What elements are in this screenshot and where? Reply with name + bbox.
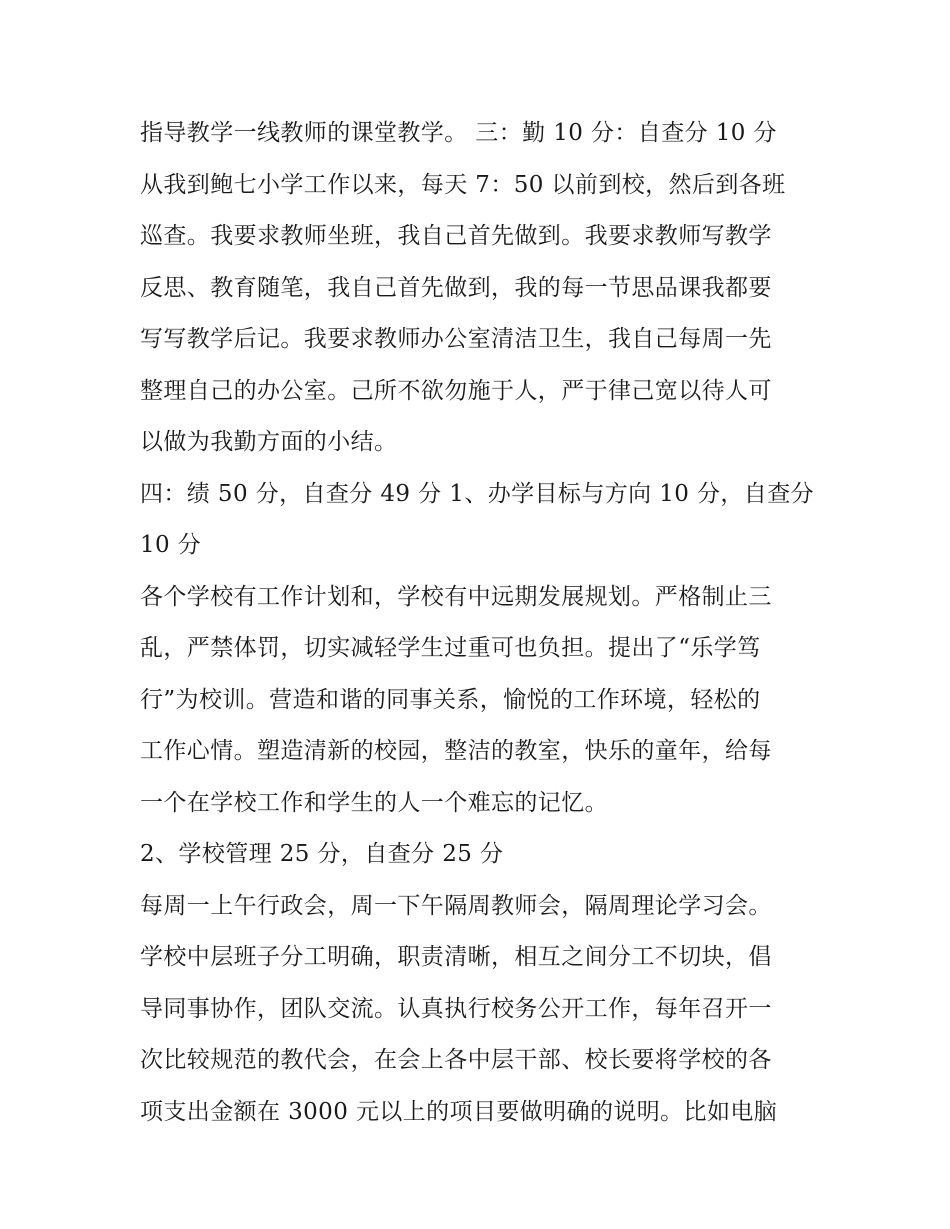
text-line: 反思、教育随笔，我自己首先做到，我的每一节思品课我都要 [140, 274, 772, 301]
text-line: 以做为我勤方面的小结。 [140, 429, 398, 455]
text-line: 行”为校训。营造和谐的同事关系，愉悦的工作环境，轻松的 [140, 686, 761, 713]
text-line: 次比较规范的教代会，在会上各中层干部、校长要将学校的各 [140, 1047, 772, 1073]
document-body [140, 108, 830, 1138]
text-line: 每周一上午行政会，周一下午隔周教师会，隔周理论学习会。 [140, 892, 772, 919]
section-heading-line: 2、学校管理 25 分，自查分 25 分 [140, 841, 504, 867]
text-line: 写写教学后记。我要求教师办公室清洁卫生，我自己每周一先 [140, 326, 772, 352]
text-line: 一个在学校工作和学生的人一个难忘的记忆。 [140, 789, 608, 816]
text-line: 巡查。我要求教师坐班，我自己首先做到。我要求教师写教学 [140, 223, 772, 249]
text-line: 项支出金额在 3000 元以上的项目要做明确的说明。比如电脑 [140, 1098, 778, 1125]
text-line: 工作心情。塑造清新的校园，整洁的教室，快乐的童年，给每 [140, 738, 772, 764]
text-line: 整理自己的办公室。己所不欲勿施于人，严于律己宽以待人可 [140, 377, 772, 404]
section-heading-line: 四：绩 50 分，自查分 49 分 1、办学目标与方向 10 分，自查分 [140, 480, 815, 507]
text-line: 指导教学一线教师的课堂教学。 三：勤 10 分：自查分 10 分 [140, 120, 777, 146]
text-line: 导同事协作，团队交流。认真执行校务公开工作，每年召开一 [140, 995, 772, 1022]
text-line: 各个学校有工作计划和，学校有中远期发展规划。严格制止三 [140, 583, 772, 610]
text-line: 从我到鲍七小学工作以来，每天 7：50 以前到校，然后到各班 [140, 171, 786, 198]
text-line: 乱，严禁体罚，切实减轻学生过重可也负担。提出了“乐学笃 [140, 635, 761, 661]
section-heading-line: 10 分 [140, 532, 202, 558]
text-line: 学校中层班子分工明确，职责清晰，相互之间分工不切块，倡 [140, 944, 772, 970]
